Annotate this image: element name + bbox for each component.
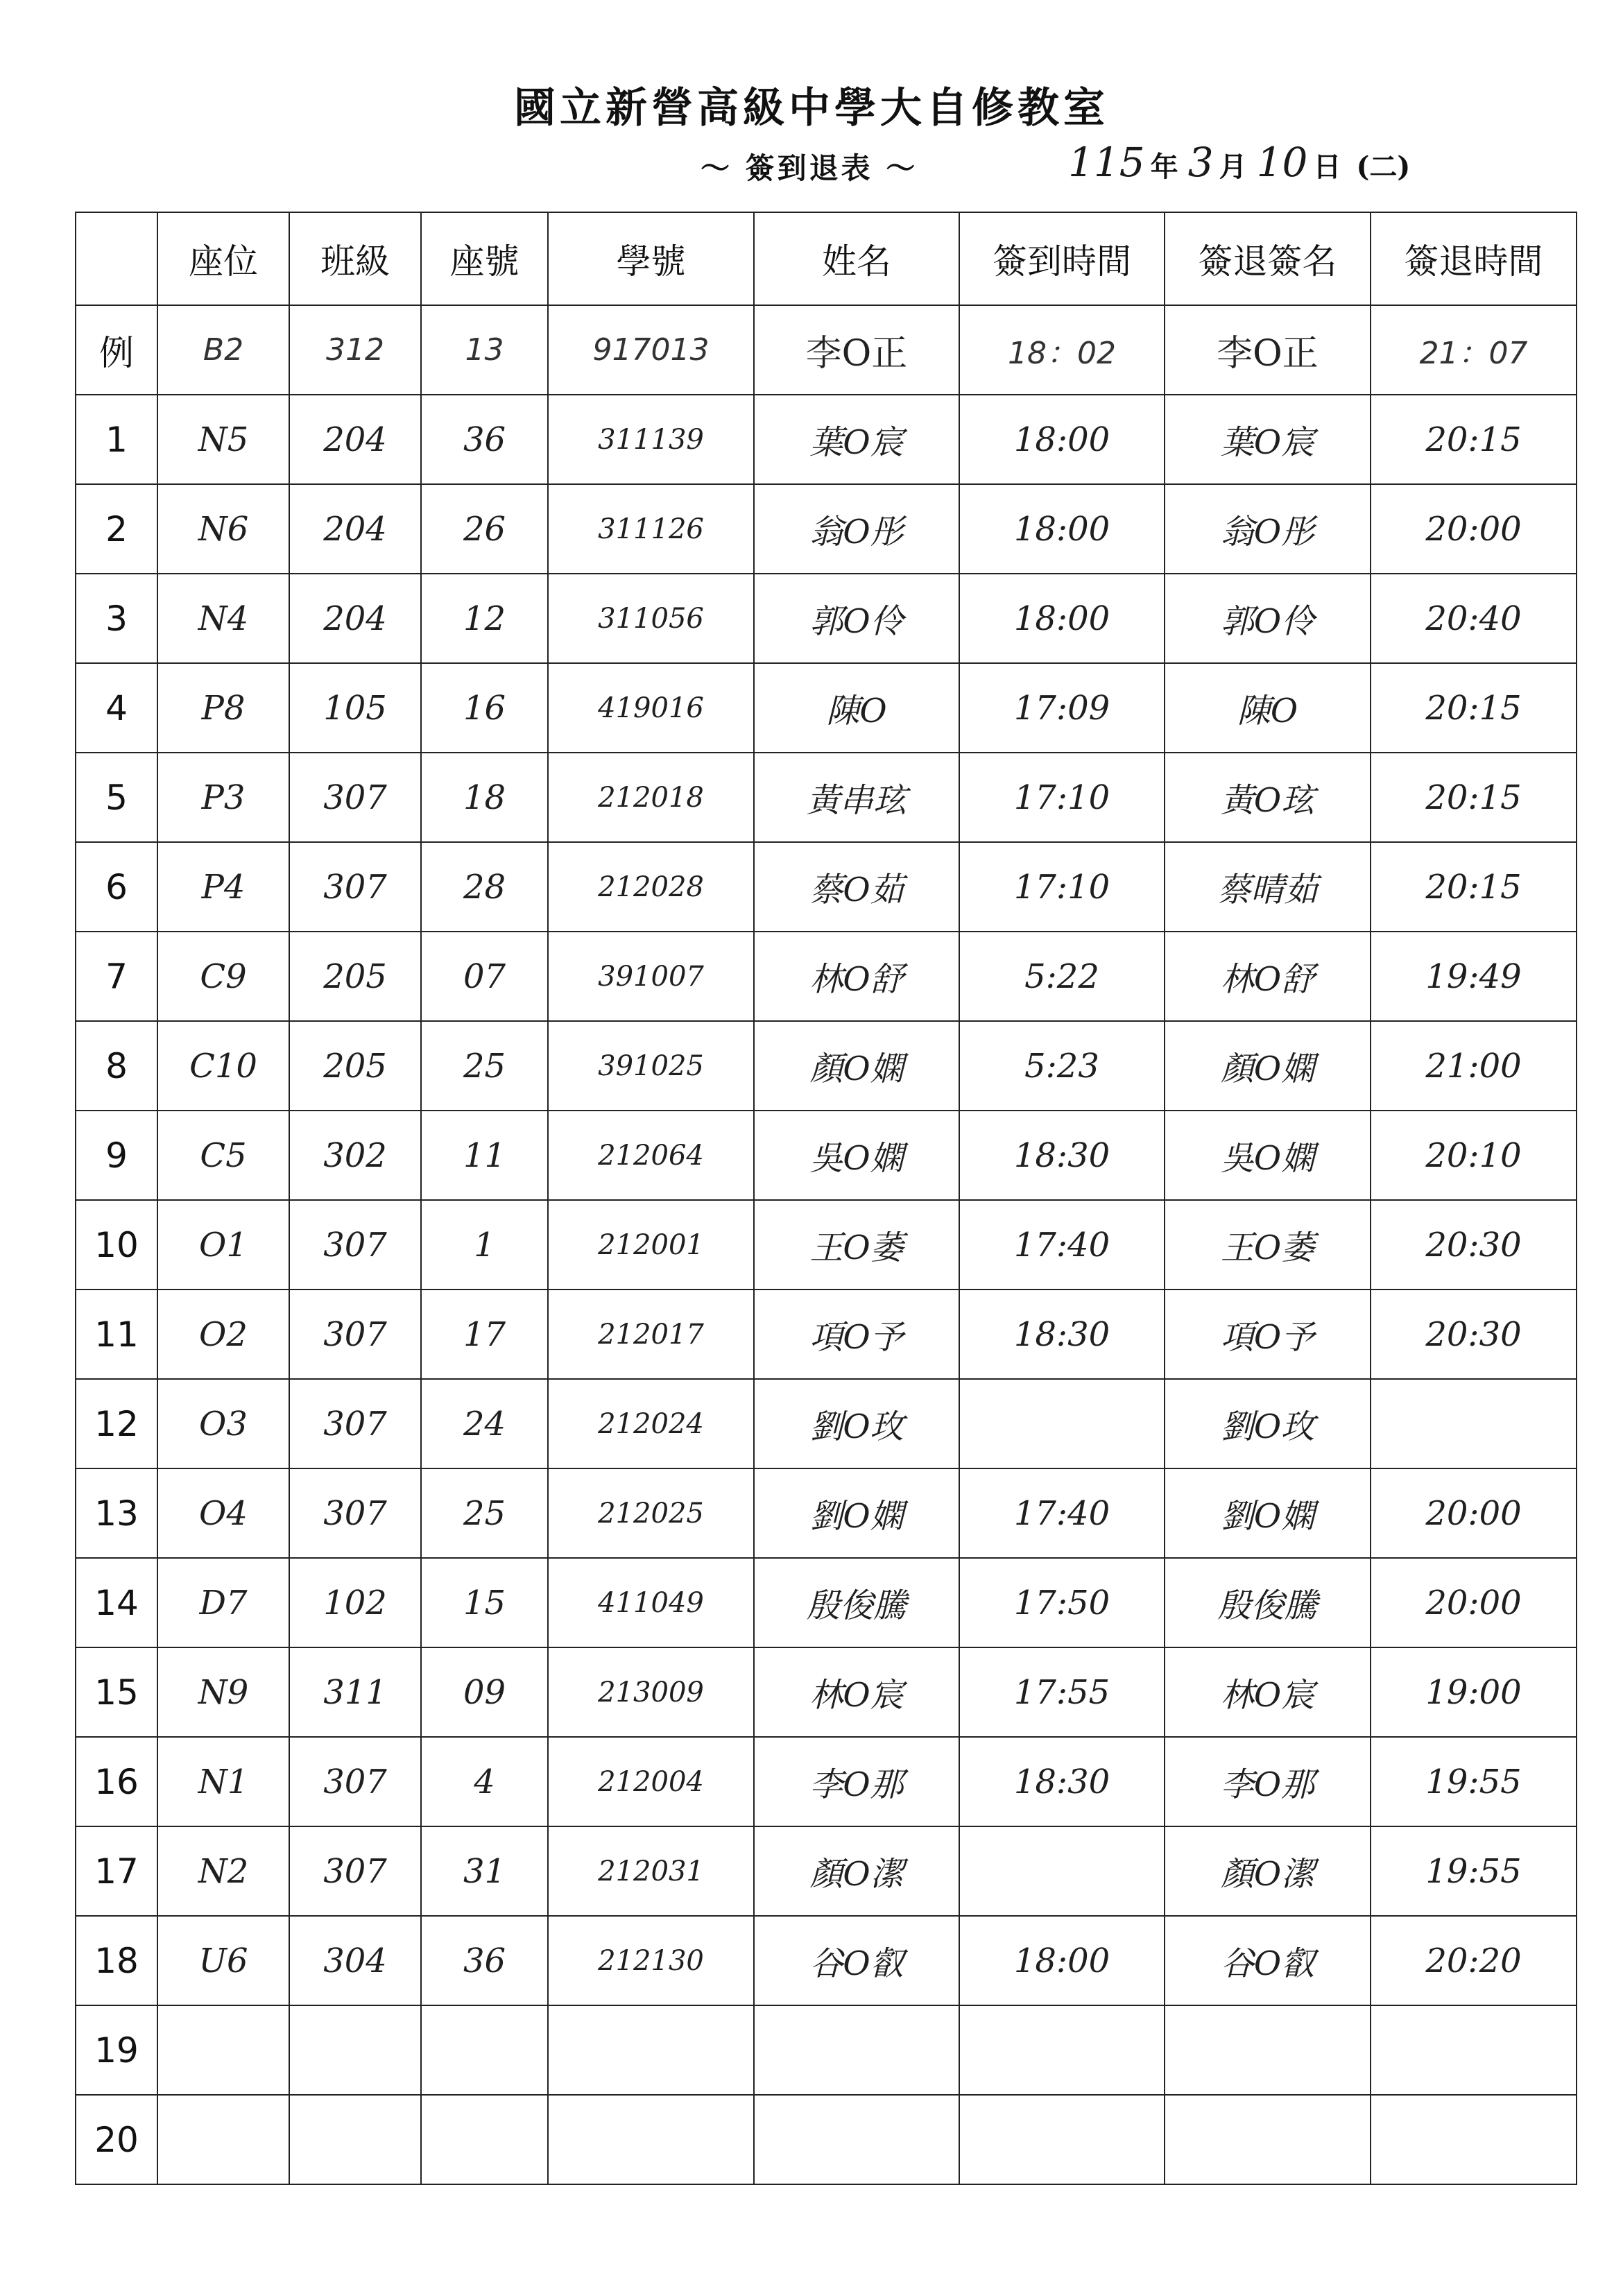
class-cell: 205 <box>289 932 421 1021</box>
seat-cell: O1 <box>157 1200 289 1290</box>
sign-in-time-cell: 18:30 <box>959 1111 1165 1200</box>
sign-out-time-cell: 20:10 <box>1371 1111 1577 1200</box>
seat-cell: N5 <box>157 395 289 484</box>
date-month-label: 月 <box>1219 151 1247 183</box>
table-row <box>76 842 1577 932</box>
row-number: 1 <box>76 395 157 484</box>
table-row <box>76 1021 1577 1111</box>
sign-in-time-cell <box>959 1379 1165 1468</box>
header-cell-sign-out-time: 簽退時間 <box>1371 212 1577 305</box>
table-row <box>76 2005 1577 2095</box>
seat-number-cell: 12 <box>421 574 548 663</box>
date-month: 3 <box>1187 139 1214 186</box>
row-number: 7 <box>76 932 157 1021</box>
sign-out-name-cell: 谷O叡 <box>1165 1916 1371 2005</box>
seat-number-cell <box>421 2005 548 2095</box>
row-number: 4 <box>76 663 157 753</box>
seat-cell: O4 <box>157 1468 289 1558</box>
student-id-cell: 212130 <box>548 1916 754 2005</box>
sign-out-name-cell: 黃O玹 <box>1165 753 1371 842</box>
sign-out-name-cell: 翁O彤 <box>1165 484 1371 574</box>
student-id-cell: 212017 <box>548 1290 754 1379</box>
sign-out-time-cell: 20:15 <box>1371 753 1577 842</box>
sign-out-time-cell <box>1371 2005 1577 2095</box>
sign-out-time-cell: 19:55 <box>1371 1826 1577 1916</box>
seat-cell: P3 <box>157 753 289 842</box>
class-cell: 204 <box>289 395 421 484</box>
sign-out-name-cell: 劉O玫 <box>1165 1379 1371 1468</box>
sign-out-time-cell: 19:55 <box>1371 1737 1577 1826</box>
sign-in-table <box>75 212 1577 2185</box>
sign-in-time-cell: 18:00 <box>959 395 1165 484</box>
sign-out-time-cell: 20:20 <box>1371 1916 1577 2005</box>
example-seat: B2 <box>157 305 289 395</box>
example-row <box>76 305 1577 395</box>
seat-number-cell: 31 <box>421 1826 548 1916</box>
example-class: 312 <box>289 305 421 395</box>
row-number: 5 <box>76 753 157 842</box>
class-cell: 105 <box>289 663 421 753</box>
class-cell: 307 <box>289 1826 421 1916</box>
name-cell: 李O那 <box>754 1737 959 1826</box>
sign-out-name-cell: 蔡晴茹 <box>1165 842 1371 932</box>
student-id-cell: 311139 <box>548 395 754 484</box>
student-id-cell <box>548 2095 754 2184</box>
name-cell: 顏O嫻 <box>754 1021 959 1111</box>
class-cell: 307 <box>289 753 421 842</box>
seat-number-cell: 25 <box>421 1021 548 1111</box>
header-cell-name: 姓名 <box>754 212 959 305</box>
sign-out-name-cell <box>1165 2005 1371 2095</box>
row-number: 3 <box>76 574 157 663</box>
row-number: 2 <box>76 484 157 574</box>
table-row <box>76 1916 1577 2005</box>
table-row <box>76 1200 1577 1290</box>
sign-in-time-cell: 17:40 <box>959 1200 1165 1290</box>
seat-number-cell <box>421 2095 548 2184</box>
student-id-cell: 212064 <box>548 1111 754 1200</box>
row-number: 9 <box>76 1111 157 1200</box>
class-cell: 307 <box>289 1379 421 1468</box>
sign-out-time-cell <box>1371 2095 1577 2184</box>
sign-in-time-cell: 17:40 <box>959 1468 1165 1558</box>
table-row <box>76 395 1577 484</box>
student-id-cell: 311126 <box>548 484 754 574</box>
table-row <box>76 574 1577 663</box>
sign-out-name-cell <box>1165 2095 1371 2184</box>
header-cell-sign-out-name: 簽退簽名 <box>1165 212 1371 305</box>
sign-out-time-cell: 20:00 <box>1371 1468 1577 1558</box>
student-id-cell: 311056 <box>548 574 754 663</box>
date-day: 10 <box>1256 139 1308 186</box>
seat-number-cell: 17 <box>421 1290 548 1379</box>
name-cell: 顏O潔 <box>754 1826 959 1916</box>
sign-out-time-cell: 21:00 <box>1371 1021 1577 1111</box>
seat-number-cell: 09 <box>421 1647 548 1737</box>
class-cell: 204 <box>289 484 421 574</box>
example-label: 例 <box>76 305 157 395</box>
sign-out-name-cell: 項O予 <box>1165 1290 1371 1379</box>
date-line <box>1068 139 1420 186</box>
sign-out-time-cell: 19:00 <box>1371 1647 1577 1737</box>
seat-cell: N4 <box>157 574 289 663</box>
student-id-cell: 213009 <box>548 1647 754 1737</box>
sign-in-time-cell: 18:00 <box>959 484 1165 574</box>
student-id-cell: 212025 <box>548 1468 754 1558</box>
example-sign-out-time: 21：07 <box>1371 305 1577 395</box>
seat-number-cell: 07 <box>421 932 548 1021</box>
class-cell: 307 <box>289 842 421 932</box>
sign-out-name-cell: 葉O宸 <box>1165 395 1371 484</box>
row-number: 17 <box>76 1826 157 1916</box>
header-cell-index <box>76 212 157 305</box>
row-number: 10 <box>76 1200 157 1290</box>
table-row <box>76 1111 1577 1200</box>
sign-out-time-cell: 20:00 <box>1371 484 1577 574</box>
seat-number-cell: 16 <box>421 663 548 753</box>
sign-in-time-cell: 17:09 <box>959 663 1165 753</box>
class-cell: 205 <box>289 1021 421 1111</box>
sign-in-time-cell: 18:30 <box>959 1737 1165 1826</box>
seat-cell: N9 <box>157 1647 289 1737</box>
table-row <box>76 1558 1577 1647</box>
row-number: 8 <box>76 1021 157 1111</box>
seat-cell: C10 <box>157 1021 289 1111</box>
name-cell: 殷俊騰 <box>754 1558 959 1647</box>
sign-in-time-cell: 17:55 <box>959 1647 1165 1737</box>
seat-number-cell: 36 <box>421 1916 548 2005</box>
seat-number-cell: 36 <box>421 395 548 484</box>
student-id-cell <box>548 2005 754 2095</box>
table-row <box>76 1647 1577 1737</box>
name-cell <box>754 2005 959 2095</box>
sign-in-time-cell: 17:50 <box>959 1558 1165 1647</box>
date-day-label: 日 <box>1313 151 1341 183</box>
student-id-cell: 212028 <box>548 842 754 932</box>
row-number: 13 <box>76 1468 157 1558</box>
example-student-id: 917013 <box>548 305 754 395</box>
name-cell: 劉O玫 <box>754 1379 959 1468</box>
name-cell: 葉O宸 <box>754 395 959 484</box>
seat-cell: O2 <box>157 1290 289 1379</box>
header-cell-class: 班級 <box>289 212 421 305</box>
sign-out-time-cell: 20:30 <box>1371 1200 1577 1290</box>
sign-out-name-cell: 陳O <box>1165 663 1371 753</box>
seat-number-cell: 24 <box>421 1379 548 1468</box>
sign-out-time-cell: 20:15 <box>1371 663 1577 753</box>
seat-cell: P4 <box>157 842 289 932</box>
sign-in-time-cell: 5:23 <box>959 1021 1165 1111</box>
name-cell: 林O宸 <box>754 1647 959 1737</box>
name-cell: 陳O <box>754 663 959 753</box>
example-sign-out-name: 李O正 <box>1165 305 1371 395</box>
seat-cell: P8 <box>157 663 289 753</box>
sign-in-time-cell: 18:00 <box>959 574 1165 663</box>
sign-in-time-cell: 5:22 <box>959 932 1165 1021</box>
row-number: 14 <box>76 1558 157 1647</box>
name-cell: 王O萎 <box>754 1200 959 1290</box>
class-cell: 311 <box>289 1647 421 1737</box>
sign-out-time-cell: 20:00 <box>1371 1558 1577 1647</box>
table-row <box>76 753 1577 842</box>
seat-cell: O3 <box>157 1379 289 1468</box>
student-id-cell: 391007 <box>548 932 754 1021</box>
sign-in-time-cell <box>959 2095 1165 2184</box>
name-cell: 劉O嫻 <box>754 1468 959 1558</box>
student-id-cell: 419016 <box>548 663 754 753</box>
class-cell: 204 <box>289 574 421 663</box>
seat-cell: D7 <box>157 1558 289 1647</box>
example-sign-in-time: 18：02 <box>959 305 1165 395</box>
sign-out-time-cell: 20:40 <box>1371 574 1577 663</box>
seat-cell <box>157 2095 289 2184</box>
seat-cell: C9 <box>157 932 289 1021</box>
page-title: 國立新營高級中學大自修教室 <box>514 84 1109 132</box>
seat-number-cell: 18 <box>421 753 548 842</box>
name-cell <box>754 2095 959 2184</box>
sign-out-name-cell: 郭O伶 <box>1165 574 1371 663</box>
sign-out-name-cell: 顏O潔 <box>1165 1826 1371 1916</box>
class-cell: 307 <box>289 1468 421 1558</box>
seat-number-cell: 28 <box>421 842 548 932</box>
table-row <box>76 1290 1577 1379</box>
row-number: 16 <box>76 1737 157 1826</box>
row-number: 11 <box>76 1290 157 1379</box>
header-cell-student-id: 學號 <box>548 212 754 305</box>
table-row <box>76 1468 1577 1558</box>
table-row <box>76 484 1577 574</box>
seat-cell: C5 <box>157 1111 289 1200</box>
row-number: 20 <box>76 2095 157 2184</box>
page-subtitle: ～ 簽到退表 ～ <box>701 151 918 185</box>
sign-out-name-cell: 吳O嫻 <box>1165 1111 1371 1200</box>
student-id-cell: 212018 <box>548 753 754 842</box>
student-id-cell: 391025 <box>548 1021 754 1111</box>
name-cell: 翁O彤 <box>754 484 959 574</box>
student-id-cell: 212004 <box>548 1737 754 1826</box>
student-id-cell: 212001 <box>548 1200 754 1290</box>
class-cell: 102 <box>289 1558 421 1647</box>
table-row <box>76 2095 1577 2184</box>
sign-out-name-cell: 劉O嫻 <box>1165 1468 1371 1558</box>
name-cell: 黃串玹 <box>754 753 959 842</box>
seat-number-cell: 11 <box>421 1111 548 1200</box>
date-weekday: (二) <box>1356 151 1411 183</box>
seat-number-cell: 1 <box>421 1200 548 1290</box>
sign-in-time-cell <box>959 1826 1165 1916</box>
row-number: 15 <box>76 1647 157 1737</box>
sign-in-time-cell: 17:10 <box>959 842 1165 932</box>
sign-out-time-cell: 20:15 <box>1371 395 1577 484</box>
seat-cell: U6 <box>157 1916 289 2005</box>
sign-out-name-cell: 林O宸 <box>1165 1647 1371 1737</box>
row-number: 12 <box>76 1379 157 1468</box>
example-number: 13 <box>421 305 548 395</box>
sign-out-time-cell: 20:15 <box>1371 842 1577 932</box>
class-cell: 307 <box>289 1290 421 1379</box>
seat-cell: N1 <box>157 1737 289 1826</box>
name-cell: 項O予 <box>754 1290 959 1379</box>
class-cell: 304 <box>289 1916 421 2005</box>
class-cell: 302 <box>289 1111 421 1200</box>
sign-out-name-cell: 王O萎 <box>1165 1200 1371 1290</box>
name-cell: 蔡O茹 <box>754 842 959 932</box>
name-cell: 谷O叡 <box>754 1916 959 2005</box>
table-row <box>76 663 1577 753</box>
seat-number-cell: 26 <box>421 484 548 574</box>
sign-out-name-cell: 殷俊騰 <box>1165 1558 1371 1647</box>
date-year: 115 <box>1068 139 1145 186</box>
class-cell: 307 <box>289 1200 421 1290</box>
sign-out-time-cell: 20:30 <box>1371 1290 1577 1379</box>
table-row <box>76 1826 1577 1916</box>
date-year-label: 年 <box>1150 151 1178 183</box>
name-cell: 吳O嫻 <box>754 1111 959 1200</box>
seat-number-cell: 4 <box>421 1737 548 1826</box>
sign-in-time-cell <box>959 2005 1165 2095</box>
example-name: 李O正 <box>754 305 959 395</box>
class-cell <box>289 2095 421 2184</box>
row-number: 19 <box>76 2005 157 2095</box>
row-number: 18 <box>76 1916 157 2005</box>
class-cell: 307 <box>289 1737 421 1826</box>
sign-out-name-cell: 林O舒 <box>1165 932 1371 1021</box>
student-id-cell: 411049 <box>548 1558 754 1647</box>
table-header-row <box>76 212 1577 305</box>
header-cell-sign-in-time: 簽到時間 <box>959 212 1165 305</box>
seat-number-cell: 15 <box>421 1558 548 1647</box>
sign-in-time-cell: 18:30 <box>959 1290 1165 1379</box>
sign-out-time-cell: 19:49 <box>1371 932 1577 1021</box>
sign-in-time-cell: 17:10 <box>959 753 1165 842</box>
student-id-cell: 212024 <box>548 1379 754 1468</box>
table-row <box>76 1737 1577 1826</box>
row-number: 6 <box>76 842 157 932</box>
class-cell <box>289 2005 421 2095</box>
name-cell: 郭O伶 <box>754 574 959 663</box>
student-id-cell: 212031 <box>548 1826 754 1916</box>
seat-cell <box>157 2005 289 2095</box>
sign-out-name-cell: 李O那 <box>1165 1737 1371 1826</box>
sign-out-time-cell <box>1371 1379 1577 1468</box>
sign-out-name-cell: 顏O嫻 <box>1165 1021 1371 1111</box>
seat-cell: N2 <box>157 1826 289 1916</box>
seat-cell: N6 <box>157 484 289 574</box>
table-row <box>76 1379 1577 1468</box>
header-cell-seat: 座位 <box>157 212 289 305</box>
table-row <box>76 932 1577 1021</box>
header-cell-number: 座號 <box>421 212 548 305</box>
name-cell: 林O舒 <box>754 932 959 1021</box>
seat-number-cell: 25 <box>421 1468 548 1558</box>
sign-in-time-cell: 18:00 <box>959 1916 1165 2005</box>
